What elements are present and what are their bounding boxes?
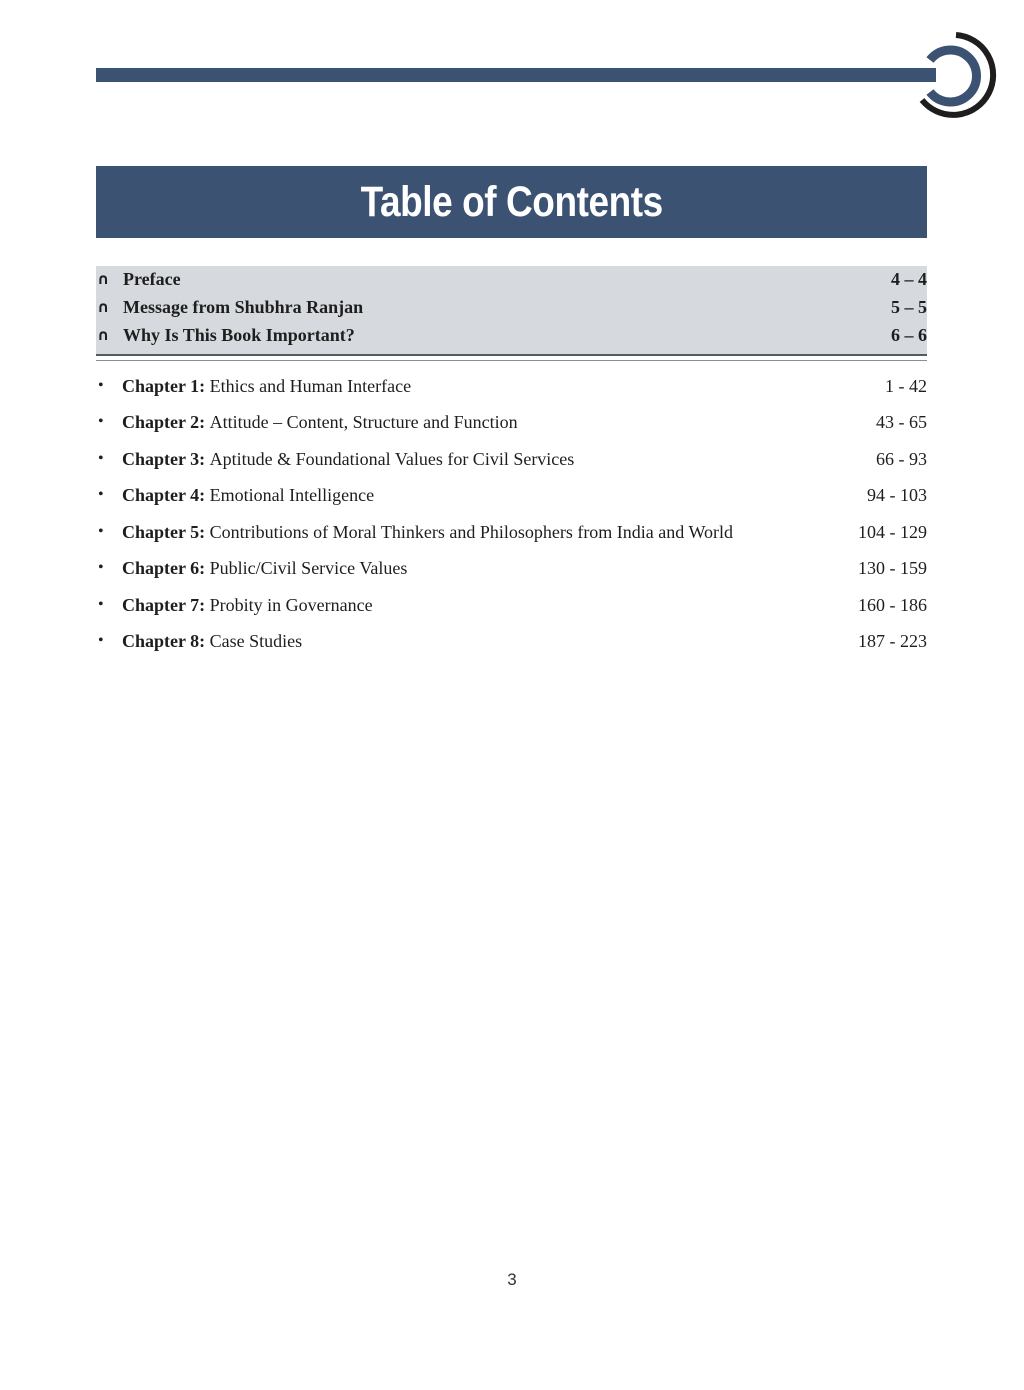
chapter-item-4[interactable] — [96, 481, 927, 509]
chapter-title: Probity in Governance — [209, 594, 373, 615]
front-matter-pages: 6 – 6 — [891, 324, 927, 345]
chapter-item-6[interactable] — [96, 554, 927, 582]
bullet-icon: • — [98, 377, 104, 394]
bullet-icon: • — [98, 450, 104, 467]
chapter-pages: 160 - 186 — [858, 594, 927, 615]
chapter-label: Chapter 6: — [122, 557, 210, 578]
chapter-item-1[interactable] — [96, 372, 927, 400]
chapter-label: Chapter 4: — [122, 484, 210, 505]
chapter-pages: 94 - 103 — [867, 484, 927, 505]
chapter-pages: 130 - 159 — [858, 557, 927, 578]
bullet-icon: • — [98, 632, 104, 649]
chapter-item-2[interactable] — [96, 408, 927, 436]
chapter-pages: 43 - 65 — [876, 411, 927, 432]
front-matter-item-preface[interactable] — [96, 266, 927, 292]
chapter-item-8[interactable] — [96, 627, 927, 655]
chapter-label: Chapter 7: — [122, 594, 210, 615]
headphones-icon: ∩ — [97, 270, 110, 288]
chapter-label: Chapter 8: — [122, 630, 210, 651]
chapter-title: Emotional Intelligence — [209, 484, 375, 505]
page-number: 3 — [507, 1270, 517, 1289]
chapter-title: Aptitude & Foundational Values for Civil Services — [209, 448, 575, 469]
divider-thin — [96, 360, 927, 361]
chapter-pages: 1 - 42 — [885, 375, 927, 396]
chapter-title: Public/Civil Service Values — [209, 557, 408, 578]
bullet-icon: • — [98, 523, 104, 540]
front-matter-box — [96, 266, 927, 354]
bullet-icon: • — [98, 559, 104, 576]
front-matter-label: Message from Shubhra Ranjan — [123, 296, 364, 317]
headphones-icon: ∩ — [97, 326, 110, 344]
bullet-icon: • — [98, 413, 104, 430]
chapter-title: Contributions of Moral Thinkers and Philosophers from India and World — [209, 521, 733, 542]
title-banner — [96, 166, 927, 238]
front-matter-pages: 5 – 5 — [891, 296, 927, 317]
chapter-pages: 187 - 223 — [858, 630, 927, 651]
header-rule-bar — [96, 68, 936, 82]
bullet-icon: • — [98, 596, 104, 613]
headphones-icon: ∩ — [97, 298, 110, 316]
chapter-item-3[interactable] — [96, 445, 927, 473]
chapter-item-5[interactable] — [96, 518, 927, 546]
bullet-icon: • — [98, 486, 104, 503]
front-matter-pages: 4 – 4 — [891, 268, 927, 289]
chapter-pages: 104 - 129 — [858, 521, 927, 542]
front-matter-label: Why Is This Book Important? — [123, 324, 355, 345]
chapter-title: Attitude – Content, Structure and Function — [209, 411, 518, 432]
front-matter-label: Preface — [123, 268, 181, 289]
chapter-title: Ethics and Human Interface — [209, 375, 412, 396]
chapter-item-7[interactable] — [96, 591, 927, 619]
divider-thick — [96, 354, 927, 356]
chapter-label: Chapter 3: — [122, 448, 210, 469]
circle-logo-icon — [912, 30, 1002, 122]
chapter-pages: 66 - 93 — [876, 448, 927, 469]
front-matter-item-why-important[interactable] — [96, 322, 927, 348]
front-matter-item-message[interactable] — [96, 294, 927, 320]
chapter-label: Chapter 2: — [122, 411, 210, 432]
page-title: Table of Contents — [360, 177, 663, 226]
chapter-label: Chapter 5: — [122, 521, 210, 542]
chapter-label: Chapter 1: — [122, 375, 210, 396]
chapter-title: Case Studies — [209, 630, 303, 651]
